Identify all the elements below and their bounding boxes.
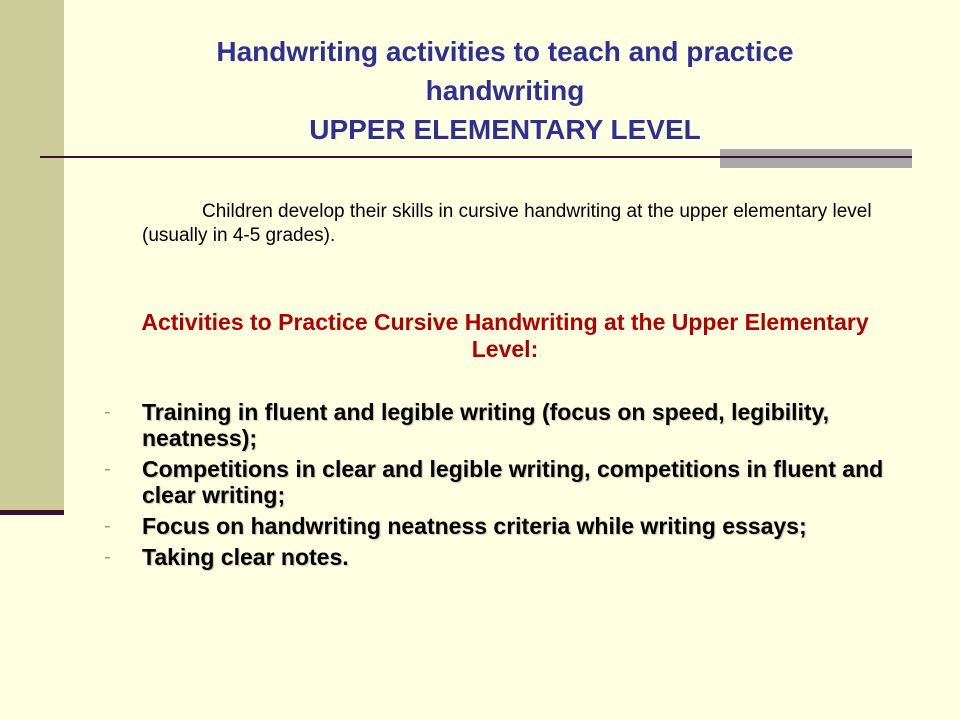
list-item	[104, 513, 894, 539]
title-divider-accent-line	[720, 156, 912, 158]
slide-title	[110, 32, 900, 149]
list-item-text: Taking clear notes.	[142, 544, 349, 570]
title-line-2: handwriting	[425, 75, 585, 106]
list-item	[104, 456, 894, 508]
intro-text: Children develop their skills in cursive handwriting at the upper elementary level (usually in 4-5 grades).	[142, 201, 872, 246]
dash-bullet-icon: -	[104, 546, 111, 568]
left-decor-line	[0, 510, 64, 515]
list-item-text: Focus on handwriting neatness criteria while writing essays;	[142, 513, 807, 539]
title-line-1: Handwriting activities to teach and practice	[216, 36, 794, 67]
section-heading: Activities to Practice Cursive Handwriting at the Upper Elementary Level:	[141, 309, 869, 362]
list-item	[104, 544, 894, 570]
activity-list	[104, 399, 894, 575]
intro-paragraph	[142, 200, 882, 248]
dash-bullet-icon: -	[104, 515, 111, 537]
title-line-3: UPPER ELEMENTARY LEVEL	[309, 114, 701, 145]
list-item-text: Training in fluent and legible writing (focus on speed, legibility, neatness);	[142, 399, 830, 451]
list-item	[104, 399, 894, 451]
title-divider-accent	[720, 149, 912, 168]
dash-bullet-icon: -	[104, 458, 111, 480]
list-item-text: Competitions in clear and legible writing, competitions in fluent and clear writing;	[142, 456, 884, 508]
dash-bullet-icon: -	[104, 401, 111, 423]
left-decor-band	[0, 0, 64, 512]
